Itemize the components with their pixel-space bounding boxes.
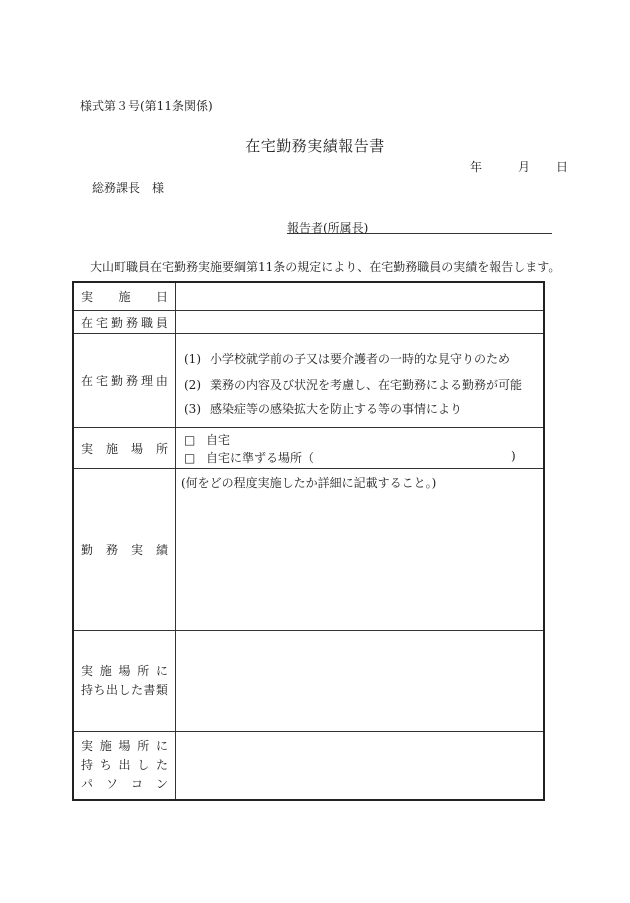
label-date: 実 施 日	[74, 283, 176, 310]
intro-text: 大山町職員在宅勤務実施要綱第11条の規定により、在宅勤務職員の実績を報告します。	[90, 260, 561, 274]
document-title: 在宅勤務実績報告書	[245, 137, 385, 155]
field-work[interactable]	[176, 469, 543, 630]
row-documents	[74, 631, 543, 732]
row-employee	[74, 311, 543, 334]
label-documents: 実 施 場 所 に 持 ち 出 し た 書 類	[74, 631, 176, 731]
row-reason	[74, 334, 543, 428]
checkbox-icon[interactable]: □	[184, 433, 196, 447]
place-option-equivalent[interactable]: □ 自宅に準ずる場所（	[184, 451, 315, 465]
addressee: 総務課長 様	[92, 181, 165, 195]
row-pc	[74, 732, 543, 799]
reporter-signature-line[interactable]	[287, 233, 552, 234]
label-reason: 在 宅 勤 務 理 由	[74, 334, 176, 427]
label-place: 実 施 場 所	[74, 428, 176, 468]
label-employee: 在 宅 勤 務 職 員	[74, 311, 176, 333]
place-option-home[interactable]: □ 自宅	[184, 433, 231, 447]
field-employee[interactable]	[176, 311, 543, 333]
reporter-label: 報告者(所属長)	[287, 221, 369, 235]
form-number: 様式第３号(第11条関係)	[80, 99, 213, 113]
date-line	[470, 158, 568, 175]
field-date[interactable]	[176, 283, 543, 310]
row-work	[74, 469, 543, 631]
date-year: 年	[470, 160, 483, 174]
field-pc[interactable]	[176, 732, 543, 799]
report-table	[72, 281, 545, 801]
reason-option-1[interactable]: (1) 小学校就学前の子又は要介護者の一時的な見守りのため	[184, 352, 511, 366]
date-month: 月	[518, 160, 531, 174]
row-date	[74, 283, 543, 311]
reason-option-3[interactable]: (3) 感染症等の感染拡大を防止する等の事情により	[184, 402, 463, 416]
field-documents[interactable]	[176, 631, 543, 731]
date-day: 日	[556, 160, 569, 174]
field-reason	[176, 334, 543, 427]
label-work: 勤 務 実 績	[74, 469, 176, 630]
field-place	[176, 428, 543, 468]
reason-option-2[interactable]: (2) 業務の内容及び状況を考慮し、在宅勤務による勤務が可能	[184, 378, 523, 392]
row-place	[74, 428, 543, 469]
label-pc: 実 施 場 所 に 持 ち 出 し た パ ソ コ ン	[74, 732, 176, 799]
place-paren-close: )	[511, 449, 516, 463]
work-note: (何をどの程度実施したか詳細に記載すること。)	[181, 476, 437, 490]
checkbox-icon[interactable]: □	[184, 451, 196, 465]
